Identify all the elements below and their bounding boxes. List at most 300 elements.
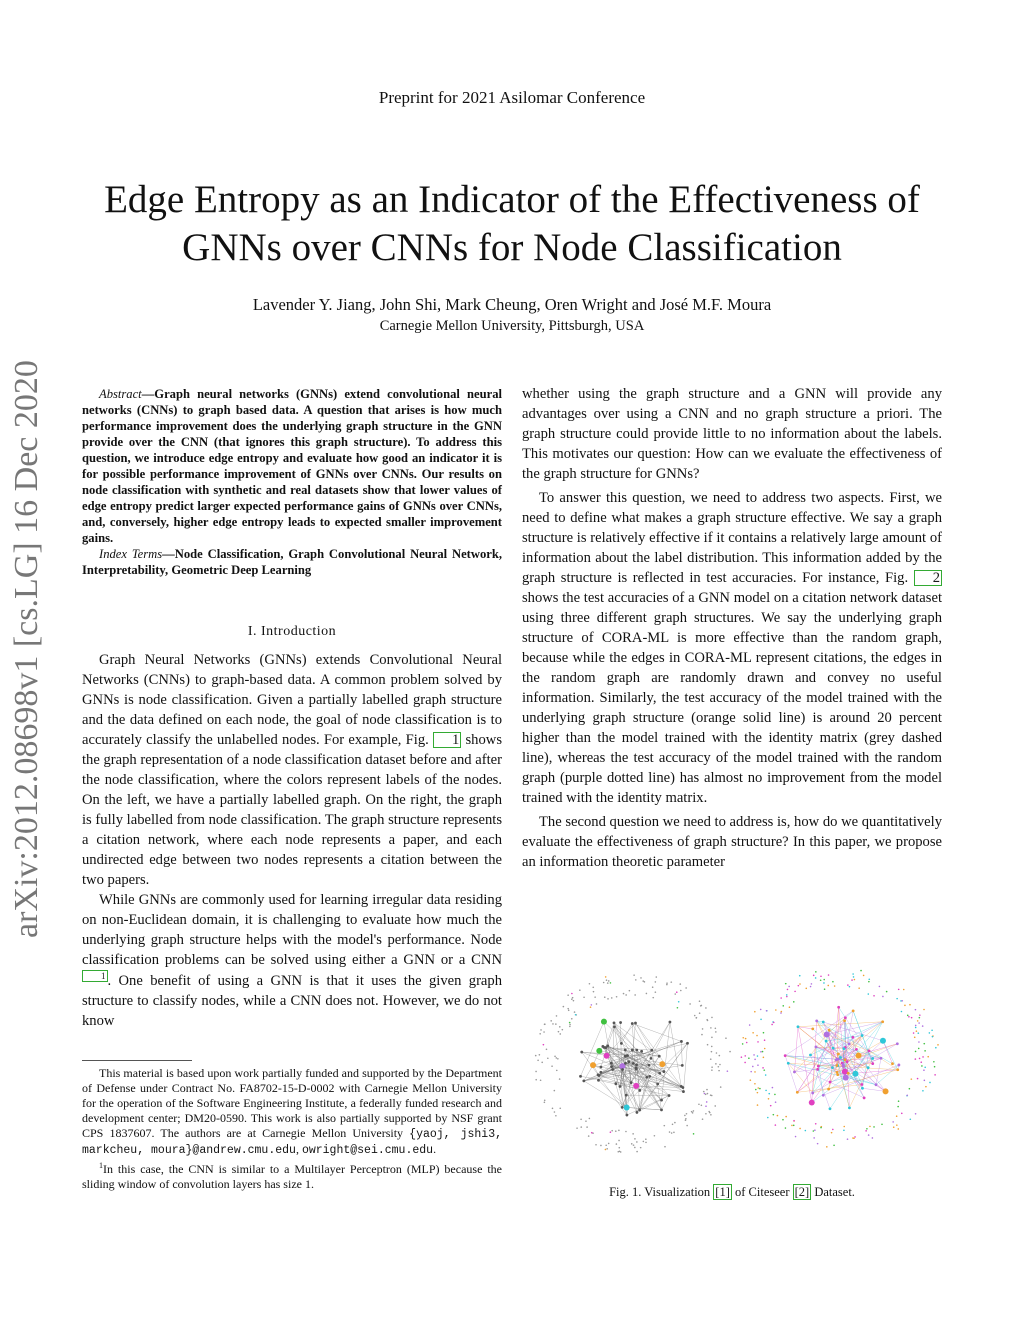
graph-node (897, 1128, 899, 1130)
graph-node (852, 1009, 855, 1012)
fig-ref-link[interactable]: 1 (433, 732, 461, 748)
affiliation: Carnegie Mellon University, Pittsburgh, USA (379, 318, 645, 334)
graph-node (919, 1058, 921, 1060)
graph-node (904, 1005, 906, 1007)
graph-node (613, 1021, 616, 1024)
graph-node (860, 970, 862, 972)
graph-node (604, 996, 606, 998)
graph-node (567, 994, 569, 996)
graph-node (632, 1133, 634, 1135)
graph-node (715, 1027, 717, 1029)
graph-node (827, 1088, 830, 1091)
graph-node (590, 1006, 592, 1008)
graph-node (615, 1130, 617, 1132)
graph-node (630, 1081, 633, 1084)
graph-node (640, 1050, 643, 1053)
graph-node (685, 1119, 687, 1121)
abstract (82, 386, 502, 578)
graph-node (757, 1041, 759, 1043)
graph-node (915, 1051, 917, 1053)
graph-node (933, 1061, 935, 1063)
graph-node (764, 1039, 766, 1041)
graph-node (924, 1066, 926, 1068)
graph-node (922, 1090, 924, 1092)
graph-node (824, 988, 826, 990)
graph-node (681, 1086, 684, 1089)
graph-node (773, 1114, 775, 1116)
graph-node (600, 1145, 602, 1147)
graph-node (829, 1081, 832, 1084)
graph-node (820, 1127, 822, 1129)
graph-node (822, 1021, 825, 1024)
footnote-ref-link[interactable]: 1 (82, 970, 108, 982)
graph-node (913, 1032, 915, 1034)
graph-node (868, 993, 870, 995)
graph-node (576, 1127, 578, 1129)
graph-node (786, 996, 788, 998)
graph-edge (794, 1055, 810, 1072)
graph-node (920, 1061, 922, 1063)
graph-node (861, 1087, 864, 1090)
graph-node (573, 1000, 575, 1002)
graph-node (754, 1071, 756, 1073)
graph-node (922, 1056, 924, 1058)
graph-node (607, 998, 609, 1000)
graph-node (674, 993, 676, 995)
graph-node (711, 1066, 713, 1068)
graph-edge (637, 1095, 669, 1112)
graph-node (866, 1128, 868, 1130)
graph-node (547, 1057, 549, 1059)
graph-node (851, 1036, 854, 1039)
graph-node (908, 1016, 910, 1018)
graph-node (909, 1088, 911, 1090)
graph-node (929, 1032, 931, 1034)
graph-node (624, 1062, 627, 1065)
graph-node (619, 1085, 622, 1088)
graph-node (646, 993, 648, 995)
graph-node (795, 1136, 797, 1138)
graph-node (618, 1140, 620, 1142)
graph-node (896, 1042, 899, 1045)
graph-node (923, 1009, 925, 1011)
graph-node (678, 1001, 680, 1003)
graph-node (621, 1106, 624, 1109)
graph-node (643, 1141, 645, 1143)
graph-node (918, 1048, 920, 1050)
graph-node (907, 1015, 909, 1017)
graph-node (625, 994, 627, 996)
graph-node (896, 1068, 899, 1071)
graph-node (610, 1065, 613, 1068)
graph-node (544, 1023, 546, 1025)
graph-node (711, 1095, 713, 1097)
graph-node (763, 1032, 765, 1034)
graph-node (672, 1123, 674, 1125)
graph-node (595, 1144, 597, 1146)
graph-node (594, 996, 596, 998)
graph-node (880, 1057, 883, 1060)
graph-node (929, 1082, 931, 1084)
graph-node (799, 975, 801, 977)
graph-node (645, 1142, 647, 1144)
graph-node (828, 1029, 831, 1032)
graph-node (813, 1130, 815, 1132)
graph-node (916, 1030, 918, 1032)
graph-node (754, 1083, 756, 1085)
intro-paragraph: Graph Neural Networks (GNNs) extends Convolutional Neural Networks (CNNs) to graph-based data. A common problem solved by GNNs is node classification. Given a partially labelled graph structure and the data defined on each node, the goal of node classification is to accurately classify the unlabelled nodes. For example, Fig. 1 shows the graph representation of a node classification dataset before and after the node classification, where the colors represent labels of the nodes. On the left, we have a partially labelled graph. On the right, the graph is fully labelled from node classification. The graph structure represents a citation network, where each node represents a paper, and each undirected edge between two nodes represents a citation between the two papers. (82, 652, 502, 888)
graph-node (924, 1080, 926, 1082)
footnote-1: $^1$In this case, the CNN is similar to a Multilayer Perceptron (MLP) because the sliding window of convolution layers has size 1. (82, 1161, 502, 1191)
graph-node (669, 1131, 671, 1133)
intro-right-column (522, 384, 942, 872)
graph-node (843, 1019, 846, 1022)
graph-node (654, 1135, 656, 1137)
graph-node (909, 1118, 911, 1120)
citation-link[interactable]: [1] (715, 1185, 730, 1199)
graph-node (535, 1055, 537, 1057)
graph-node (797, 1025, 800, 1028)
graph-node (875, 1083, 878, 1086)
graph-node (798, 985, 800, 987)
graph-node (619, 1021, 622, 1024)
graph-node (648, 1075, 651, 1078)
graph-node (855, 1048, 858, 1051)
graph-node (893, 1126, 895, 1128)
graph-node (650, 1057, 653, 1060)
graph-node (762, 1051, 764, 1053)
graph-node (569, 1026, 571, 1028)
graph-node (555, 1023, 557, 1025)
graph-node (658, 1055, 661, 1058)
graph-node (702, 1028, 704, 1030)
graph-node (703, 1091, 705, 1093)
graph-node (815, 1123, 817, 1125)
graph-node (760, 1051, 762, 1053)
graph-node (763, 1069, 765, 1071)
graph-node (591, 1004, 593, 1006)
graph-node (685, 1118, 687, 1120)
graph-node (822, 1094, 825, 1097)
graph-node (621, 1068, 624, 1071)
graph-node (919, 1017, 921, 1019)
graph-node (707, 1044, 709, 1046)
graph-node (937, 1044, 939, 1046)
graph-node (671, 1132, 673, 1134)
graph-node (608, 980, 610, 982)
graph-node (572, 997, 574, 999)
graph-node (554, 1055, 556, 1057)
graph-node (863, 1096, 866, 1099)
graph-node (828, 974, 830, 976)
graph-node (784, 1054, 787, 1057)
graph-node (591, 1132, 593, 1134)
graph-node (770, 1105, 772, 1107)
graph-node (791, 1125, 793, 1127)
graph-node (600, 1066, 603, 1069)
graph-node (632, 1062, 635, 1065)
graph-node (837, 1053, 840, 1056)
graph-node (896, 998, 898, 1000)
body-paragraph: To answer this question, we need to address two aspects. First, we need to define what makes a graph structure effective. We say a graph structure is relatively effective if it contains a relatively large amount of information about the label distribution. This information added by the graph structure is reflected in test accuracies. For instance, Fig. 2 shows the test accuracies of a GNN model on a citation network dataset using three different graph structures. We say the underlying graph structure of CORA-ML is more effective than the random graph, because while the edges in CORA-ML represent citations, the edges in the random graph are randomly drawn and convey no useful information. Similarly, the test accuracy of the model trained with the underlying graph structure (orange solid line) is around 20 percent higher than the model trained with the identity matrix (grey dashed line), whereas the test accuracy of the model trained with the random graph (purple dotted line) has almost no improvement from the model trained with the identity matrix. (522, 490, 942, 806)
title-line-1: Edge Entropy as an Indicator of the Effectiveness of (104, 178, 920, 221)
graph-node (815, 977, 817, 979)
graph-node (785, 983, 787, 985)
graph-node (760, 1019, 762, 1021)
graph-node (638, 1109, 641, 1112)
graph-node (554, 1090, 556, 1092)
funding-note: This material is based upon work partially funded and supported by the Department of Defense under Contract No. FA8702-15-D-0002 with Carnegie Mellon University for the operation of the Software Engineering Institute, a federally funded research and development center; DM20-0590. This work is also partially supported by NSF grant CPS 1837607. The authors are at Carnegie Mellon University {yaoj, jshi3, markcheu, moura}@andrew.cmu.edu, owright@sei.cmu.edu. (82, 1066, 503, 1157)
graph-node (681, 1064, 684, 1067)
graph-node (882, 996, 884, 998)
graph-node (750, 1071, 752, 1073)
graph-node (825, 1040, 828, 1043)
graph-node (809, 1054, 812, 1057)
graph-node (559, 1033, 561, 1035)
email-owright[interactable]: owright@sei.cmu.edu (301, 1144, 434, 1157)
graph-node (744, 1062, 746, 1064)
graph-node (891, 1062, 894, 1065)
graph-node (680, 990, 682, 992)
graph-node (824, 1032, 830, 1038)
graph-node (606, 1044, 609, 1047)
graph-node (846, 1060, 849, 1063)
graph-node (775, 1009, 777, 1011)
graph-node (836, 1058, 839, 1061)
fig-ref-link[interactable]: 2 (914, 570, 942, 586)
email-list[interactable]: {yaoj, jshi3, markcheu, moura}@andrew.cmu.edu (82, 1128, 503, 1157)
graph-node (556, 1057, 558, 1059)
graph-node (659, 1061, 665, 1067)
graph-node (873, 1126, 875, 1128)
graph-node (624, 1049, 627, 1052)
graph-node (624, 1055, 627, 1058)
graph-node (592, 986, 594, 988)
abstract-text: —Graph neural networks (GNNs) extend convolutional neural networks (CNNs) to graph based data. A question that arises is how much performance improvement does the underlying graph structure in the GNN provide over the CNN (that ignores this graph structure). To address this question, we introduce edge entropy and evaluate how good an indicator it is for possible performance improvement of GNNs over CNNs. Our results on node classification with synthetic and real datasets show that lower values of edge entropy predict larger expected performance gains of GNNs over CNNs, and, conversely, higher edge entropy leads to expected smaller improvement gains. (82, 387, 502, 545)
graph-node (633, 1083, 639, 1089)
graph-node (742, 1037, 744, 1039)
graph-node (763, 1057, 765, 1059)
graph-node (750, 1079, 752, 1081)
graph-node (754, 1011, 756, 1013)
graph-node (631, 1049, 634, 1052)
graph-node (865, 1130, 867, 1132)
graph-node (550, 1020, 552, 1022)
graph-node (718, 1066, 720, 1068)
graph-node (716, 1052, 718, 1054)
fully-labelled-graph (741, 970, 939, 1148)
graph-node (742, 1043, 744, 1045)
graph-node (655, 981, 657, 983)
graph-node (693, 1133, 695, 1135)
body-paragraph: whether using the graph structure and a GNN will provide any advantages over using a CNN and no graph structure a priori. The graph structure could provide little to no information about the labels. This motivates our question: How can we evaluate the effectiveness of the graph structure for GNNs? (522, 386, 942, 482)
graph-node (589, 983, 591, 985)
graph-node (767, 1117, 769, 1119)
graph-node (775, 1124, 777, 1126)
abstract-label: Abstract (99, 387, 142, 401)
graph-node (843, 1075, 849, 1081)
graph-node (915, 1113, 917, 1115)
graph-node (901, 1011, 903, 1013)
graph-node (823, 979, 825, 981)
graph-node (685, 987, 687, 989)
graph-node (660, 1099, 663, 1102)
graph-node (571, 1018, 573, 1020)
graph-node (799, 983, 801, 985)
graph-node (636, 1141, 638, 1143)
graph-node (852, 1071, 858, 1077)
graph-node (709, 1112, 711, 1114)
graph-node (924, 1050, 926, 1052)
graph-node (813, 1137, 815, 1139)
graph-node (858, 987, 860, 989)
graph-node (854, 1136, 856, 1138)
graph-node (879, 986, 881, 988)
intro-paragraph: While GNNs are commonly used for learning irregular data residing on non-Euclidean domain, it is challenging to evaluate how much the underlying graph structure helps with the model's performance. Node classification problems can be solved using either a GNN or a CNN$^1$ . One benefit of using a GNN is that it uses the given graph structure to classify nodes, while a CNN does not. However, we do not know (82, 892, 502, 1029)
graph-node (896, 1115, 898, 1117)
graph-node (914, 1037, 916, 1039)
graph-node (719, 1064, 721, 1066)
graph-node (815, 971, 817, 973)
graph-node (829, 1107, 832, 1110)
graph-node (839, 1056, 842, 1059)
graph-node (610, 1062, 613, 1065)
graph-node (725, 1037, 727, 1039)
graph-node (923, 1043, 925, 1045)
graph-node (674, 1122, 676, 1124)
arxiv-stamp: arXiv:2012.08698v1 [cs.LG] 16 Dec 2020 (8, 360, 45, 938)
graph-node (633, 974, 635, 976)
graph-node (719, 1055, 721, 1057)
graph-node (631, 1022, 634, 1025)
graph-node (613, 1025, 616, 1028)
graph-node (706, 1019, 708, 1021)
graph-node (787, 1062, 790, 1065)
graph-node (537, 1059, 539, 1061)
graph-node (925, 1086, 927, 1088)
graph-node (903, 989, 905, 991)
graph-node (640, 1147, 642, 1149)
graph-node (596, 1003, 598, 1005)
graph-node (718, 1070, 720, 1072)
graph-node (660, 1109, 663, 1112)
graph-node (774, 1094, 776, 1096)
index-terms-label: Index Terms (99, 547, 163, 561)
index-terms-text: —Node Classification, Graph Convolutional Neural Network, Interpretability, Geometric Deep Learning (82, 547, 503, 577)
graph-node (605, 1144, 607, 1146)
graph-node (868, 978, 870, 980)
graph-node (618, 1130, 620, 1132)
graph-node (898, 989, 900, 991)
graph-node (922, 1025, 924, 1027)
graph-node (601, 1019, 607, 1025)
graph-node (755, 1089, 757, 1091)
graph-node (915, 1025, 917, 1027)
graph-node (650, 1049, 653, 1052)
graph-node (607, 982, 609, 984)
graph-node (610, 982, 612, 984)
graph-node (793, 1071, 796, 1074)
graph-node (820, 979, 822, 981)
graph-node (917, 1020, 919, 1022)
graph-node (923, 1069, 925, 1071)
graph-node (773, 1022, 775, 1024)
graph-node (748, 1057, 750, 1059)
graph-node (810, 986, 812, 988)
graph-node (836, 1073, 839, 1076)
graph-node (635, 1049, 638, 1052)
graph-node (782, 1005, 784, 1007)
citation-link[interactable]: [2] (794, 1185, 810, 1199)
graph-edge (883, 1041, 898, 1070)
graph-node (787, 989, 789, 991)
graph-edge (883, 1041, 893, 1064)
graph-node (546, 1048, 548, 1050)
graph-node (680, 1040, 683, 1043)
graph-node (686, 1042, 689, 1045)
graph-node (918, 1022, 920, 1024)
graph-node (569, 1024, 571, 1026)
graph-node (702, 1118, 704, 1120)
graph-node (835, 1064, 838, 1067)
graph-node (676, 991, 678, 993)
graph-node (624, 1104, 630, 1110)
graph-node (935, 1047, 937, 1049)
graph-node (817, 1065, 820, 1068)
graph-node (605, 1149, 607, 1151)
graph-node (813, 975, 815, 977)
intro-left-column (82, 650, 502, 1031)
graph-node (757, 1055, 759, 1057)
graph-node (831, 1132, 833, 1134)
graph-node (868, 1049, 871, 1052)
graph-node (892, 1121, 894, 1123)
graph-node (868, 981, 870, 983)
graph-node (586, 1126, 588, 1128)
graph-node (623, 993, 625, 995)
graph-node (915, 1027, 917, 1029)
body-paragraph: The second question we need to address is, how do we quantitatively evaluate the effectiveness of graph structure? In this paper, we propose an information theoretic parameter (522, 814, 942, 870)
graph-node (605, 976, 607, 978)
graph-node (834, 985, 836, 987)
graph-node (756, 1035, 758, 1037)
graph-node (620, 1151, 622, 1153)
graph-node (934, 1066, 936, 1068)
graph-node (823, 982, 825, 984)
graph-node (781, 1011, 783, 1013)
graph-node (881, 1124, 883, 1126)
graph-node (863, 975, 865, 977)
graph-node (872, 1137, 874, 1139)
graph-node (710, 1114, 712, 1116)
graph-node (883, 1088, 889, 1094)
graph-node (745, 1038, 747, 1040)
graph-node (636, 1151, 638, 1153)
footnote-rule (82, 1060, 192, 1061)
graph-node (918, 1041, 920, 1043)
graph-node (686, 1113, 688, 1115)
graph-node (652, 986, 654, 988)
graph-node (816, 1068, 819, 1071)
header-note: Preprint for 2021 Asilomar Conference (378, 88, 646, 107)
graph-node (811, 983, 813, 985)
graph-node (627, 1060, 630, 1063)
graph-node (552, 1023, 554, 1025)
graph-node (789, 1006, 791, 1008)
graph-node (711, 1051, 713, 1053)
graph-node (541, 1062, 543, 1064)
graph-node (668, 1094, 671, 1097)
